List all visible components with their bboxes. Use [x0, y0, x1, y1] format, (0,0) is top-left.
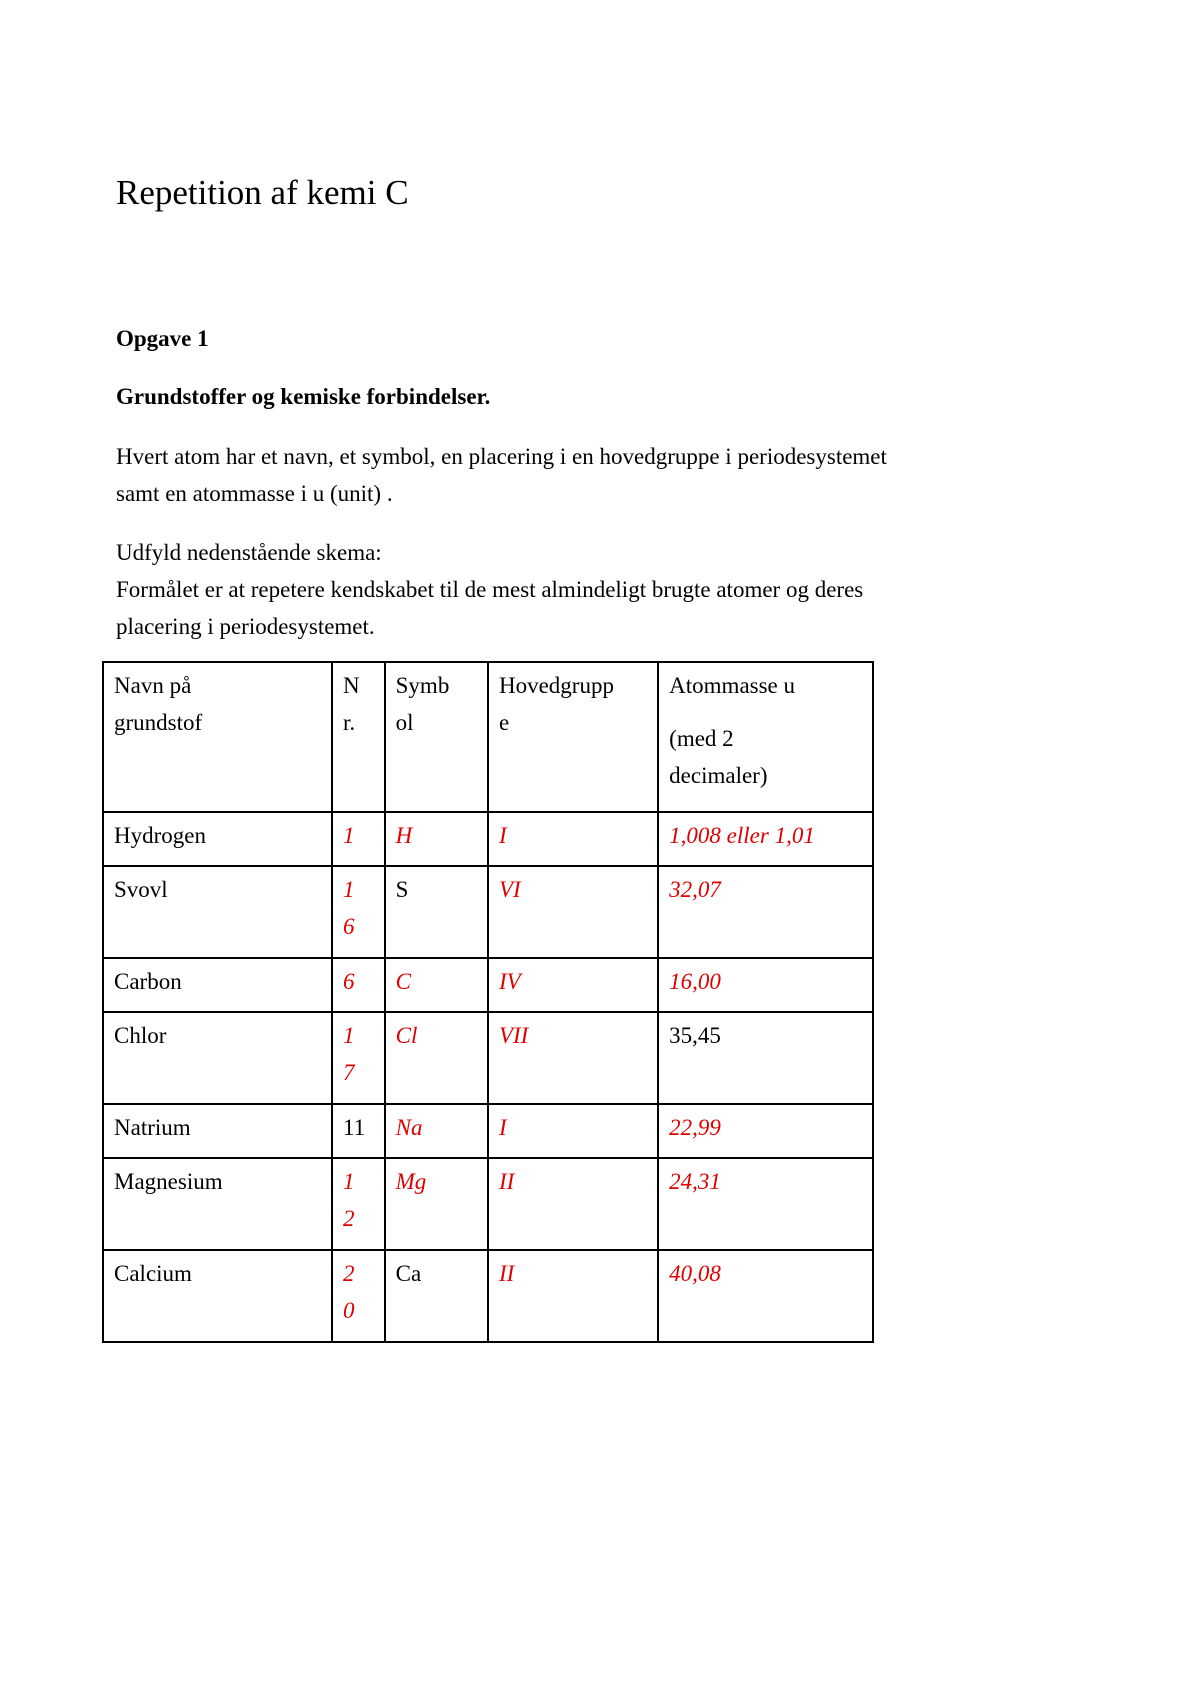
cell-name: Calcium: [103, 1250, 332, 1342]
cell-group: IV: [488, 958, 658, 1012]
table-row: [103, 1104, 873, 1158]
cell-mass: 35,45: [658, 1012, 873, 1104]
table-row: [103, 812, 873, 866]
header-group: Hovedgrupp e: [488, 662, 658, 812]
cell-group: VI: [488, 866, 658, 958]
cell-name: Carbon: [103, 958, 332, 1012]
instructions-paragraph: [116, 534, 1096, 645]
cell-group: II: [488, 1250, 658, 1342]
elements-table: [102, 661, 874, 1343]
table-header-row: [103, 662, 873, 812]
section-subheading: Grundstoffer og kemiske forbindelser.: [116, 384, 491, 409]
cell-name: Hydrogen: [103, 812, 332, 866]
cell-group: VII: [488, 1012, 658, 1104]
cell-mass: 22,99: [658, 1104, 873, 1158]
instructions-line: placering i periodesystemet.: [116, 614, 375, 639]
cell-symbol: Na: [385, 1104, 488, 1158]
cell-mass: 40,08: [658, 1250, 873, 1342]
table-row: [103, 1012, 873, 1104]
cell-nr: 2 0: [332, 1250, 385, 1342]
cell-nr: 6: [332, 958, 385, 1012]
cell-mass: 24,31: [658, 1158, 873, 1250]
cell-mass: 16,00: [658, 958, 873, 1012]
cell-name: Natrium: [103, 1104, 332, 1158]
cell-name: Magnesium: [103, 1158, 332, 1250]
cell-symbol: C: [385, 958, 488, 1012]
header-nr: N r.: [332, 662, 385, 812]
header-mass: Atommasse u (med 2 decimaler): [658, 662, 873, 812]
header-name: Navn på grundstof: [103, 662, 332, 812]
table-row: [103, 1158, 873, 1250]
cell-symbol: Cl: [385, 1012, 488, 1104]
cell-nr: 1: [332, 812, 385, 866]
page-title: Repetition af kemi C: [116, 173, 409, 212]
task-heading: Opgave 1: [116, 326, 209, 351]
header-symbol: Symb ol: [385, 662, 488, 812]
cell-nr: 1 6: [332, 866, 385, 958]
cell-symbol: Ca: [385, 1250, 488, 1342]
intro-line: samt en atommasse i u (unit) .: [116, 481, 393, 506]
cell-symbol: H: [385, 812, 488, 866]
instructions-line: Udfyld nedenstående skema:: [116, 540, 382, 565]
intro-paragraph: [116, 438, 1096, 512]
cell-nr: 11: [332, 1104, 385, 1158]
cell-group: II: [488, 1158, 658, 1250]
cell-name: Svovl: [103, 866, 332, 958]
cell-group: I: [488, 1104, 658, 1158]
intro-line: Hvert atom har et navn, et symbol, en placering i en hovedgruppe i periodesystemet: [116, 444, 887, 469]
cell-symbol: Mg: [385, 1158, 488, 1250]
cell-symbol: S: [385, 866, 488, 958]
cell-group: I: [488, 812, 658, 866]
table-row: [103, 958, 873, 1012]
instructions-line: Formålet er at repetere kendskabet til de mest almindeligt brugte atomer og deres: [116, 577, 864, 602]
cell-name: Chlor: [103, 1012, 332, 1104]
table-row: [103, 1250, 873, 1342]
cell-nr: 1 2: [332, 1158, 385, 1250]
cell-nr: 1 7: [332, 1012, 385, 1104]
cell-mass: 32,07: [658, 866, 873, 958]
cell-mass: 1,008 eller 1,01: [658, 812, 873, 866]
table-row: [103, 866, 873, 958]
